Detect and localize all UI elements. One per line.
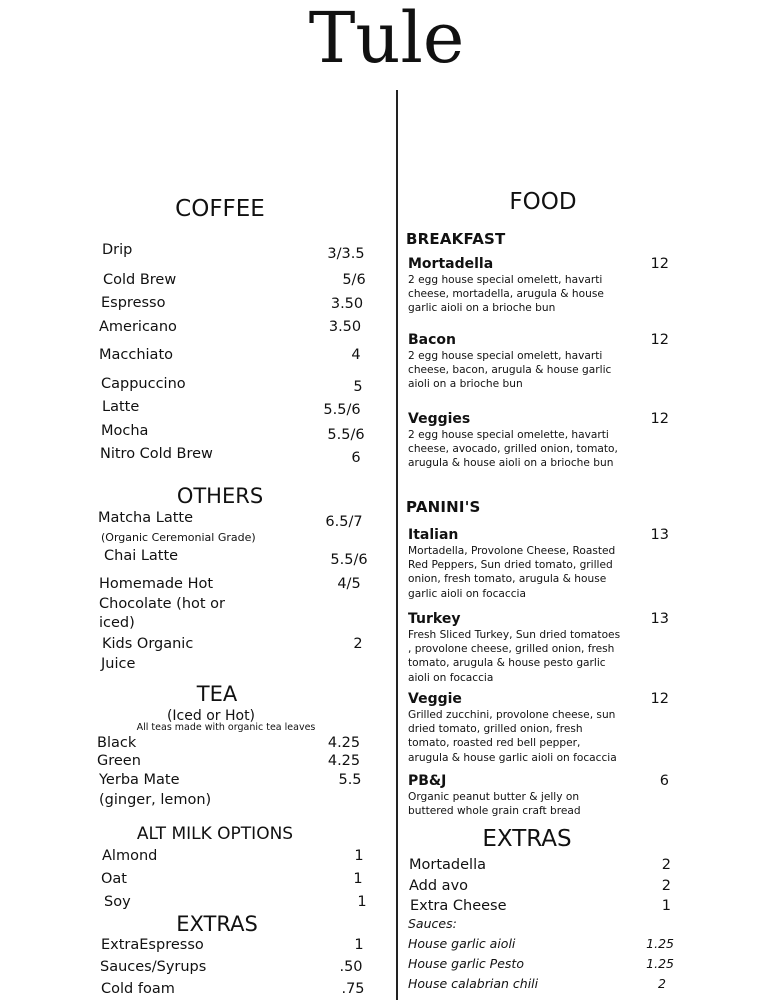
menu-item-name: Kids Organic <box>102 636 194 652</box>
menu-item-price: 4 <box>351 347 361 363</box>
menu-item-name: Espresso <box>101 295 166 311</box>
menu-item-price: .50 <box>339 959 363 975</box>
sauce-price: 1.25 <box>646 956 674 971</box>
menu-item-price: 4.25 <box>327 753 361 769</box>
menu-item-price: 2 <box>661 878 671 894</box>
sauce-price: 1.25 <box>646 936 674 951</box>
menu-item-price: 3.50 <box>330 296 364 312</box>
menu-item-name: Add avo <box>409 878 469 894</box>
menu-item-price: 3/3.5 <box>327 246 365 262</box>
food-item-name: Mortadella <box>408 256 494 272</box>
menu-item-name: Juice <box>101 656 136 672</box>
panini-heading: PANINI'S <box>406 498 481 516</box>
menu-item-name: Americano <box>99 319 177 335</box>
menu-item-price: 5/6 <box>342 272 366 288</box>
sauce-name: House calabrian chili <box>408 976 539 991</box>
food-item-price: 12 <box>650 691 669 707</box>
menu-item-price: 5.5/6 <box>327 427 365 443</box>
menu-item-name: Homemade Hot <box>99 576 214 592</box>
menu-item-price: 6.5/7 <box>325 514 363 530</box>
menu-item-name: Mortadella <box>409 857 486 873</box>
food-item-name: PB&J <box>408 773 447 789</box>
menu-item-name: Green <box>97 753 141 769</box>
others-heading: OTHERS <box>176 484 264 508</box>
menu-item-price: 1 <box>354 937 364 953</box>
menu-item-name: Drip <box>102 242 133 258</box>
menu-title: Tule <box>308 0 465 79</box>
menu-item-price: 6 <box>351 450 361 466</box>
menu-item-price: 5.5/6 <box>330 552 368 568</box>
food-item-name: Veggie <box>408 691 462 707</box>
food-item-name: Bacon <box>408 332 457 348</box>
food-item-description: 2 egg house special omelette, havarti cheese, avocado, grilled onion, tomato, arugula & house aioli on a brioche bun <box>408 429 618 470</box>
food-item-price: 13 <box>650 527 669 543</box>
menu-item-name: iced) <box>99 615 135 631</box>
food-item-description: Mortadella, Provolone Cheese, Roasted Red Peppers, Sun dried tomato, grilled onion, fresh tomato, arugula & house garlic aioli on focaccia <box>408 545 616 600</box>
menu-item-name: Almond <box>102 848 158 864</box>
menu-item-price: 3.50 <box>328 319 362 335</box>
food-item-name: Turkey <box>408 611 461 627</box>
menu-item-name: ExtraEspresso <box>101 937 204 953</box>
menu-item-price: 2 <box>353 636 363 652</box>
menu-item-name: Cold foam <box>101 981 175 997</box>
menu-item-price: 1 <box>353 871 363 887</box>
menu-item-name: Macchiato <box>99 347 174 363</box>
menu-item-price: 4.25 <box>327 735 361 751</box>
sauce-price: 2 <box>658 976 666 991</box>
sauces-label: Sauces: <box>408 916 457 931</box>
food-item-description: 2 egg house special omelett, havarti cheese, mortadella, arugula & house garlic aioli on a brioche bun <box>408 274 604 315</box>
menu-item-price: 2 <box>661 857 671 873</box>
menu-item-name: Cappuccino <box>101 376 186 392</box>
menu-item-name: Cold Brew <box>103 272 177 288</box>
menu-item-name: Oat <box>101 871 127 887</box>
menu-item-price: 5 <box>353 379 363 395</box>
menu-item-name: Mocha <box>101 423 149 439</box>
extras-heading: EXTRAS <box>482 826 572 852</box>
sauce-name: House garlic aioli <box>408 936 516 951</box>
food-heading: FOOD <box>509 189 577 215</box>
menu-item-name: Black <box>97 735 137 751</box>
menu-item-note: (Organic Ceremonial Grade) <box>101 531 256 544</box>
tea-heading: TEA <box>196 682 238 706</box>
alt-milk-heading: ALT MILK OPTIONS <box>136 824 294 844</box>
food-item-name: Veggies <box>408 411 471 427</box>
food-item-description: Grilled zucchini, provolone cheese, sun dried tomato, grilled onion, fresh tomato, roasted red bell pepper, arugula & house garlic aioli on focaccia <box>408 709 617 764</box>
sauce-name: House garlic Pesto <box>408 956 524 971</box>
menu-item-name: Sauces/Syrups <box>100 959 207 975</box>
menu-item-price: 5.5/6 <box>323 402 361 418</box>
menu-item-price: 1 <box>357 894 367 910</box>
extras-heading: EXTRAS <box>176 912 258 936</box>
menu-item-price: 1 <box>661 898 671 914</box>
menu-item-name: Chai Latte <box>104 548 179 564</box>
food-item-price: 12 <box>650 332 669 348</box>
food-item-name: Italian <box>408 527 459 543</box>
food-item-price: 6 <box>659 773 669 789</box>
tea-subheading: (Iced or Hot) <box>166 708 256 724</box>
menu-item-name: Chocolate (hot or <box>99 596 226 612</box>
menu-item-name: Nitro Cold Brew <box>100 446 213 462</box>
food-item-description: Organic peanut butter & jelly on buttered whole grain craft bread <box>408 791 581 818</box>
menu-item-price: 1 <box>354 848 364 864</box>
menu-item-name: Soy <box>104 894 131 910</box>
menu-item-name: Extra Cheese <box>410 898 507 914</box>
breakfast-heading: BREAKFAST <box>406 230 506 248</box>
menu-item-name: Yerba Mate <box>99 772 180 788</box>
tea-note: All teas made with organic tea leaves <box>136 722 316 733</box>
food-item-price: 12 <box>650 411 669 427</box>
food-item-description: 2 egg house special omelett, havarti cheese, bacon, arugula & house garlic aioli on a brioche bun <box>408 350 612 391</box>
menu-item-price: .75 <box>341 981 365 997</box>
coffee-heading: COFFEE <box>175 196 265 222</box>
food-item-description: Fresh Sliced Turkey, Sun dried tomatoes , provolone cheese, grilled onion, fresh tomato, arugula & house pesto garlic aioli on focaccia <box>408 629 621 684</box>
food-item-price: 13 <box>650 611 669 627</box>
column-divider <box>396 90 398 1000</box>
menu-item-name: (ginger, lemon) <box>99 792 212 808</box>
food-item-price: 12 <box>650 256 669 272</box>
menu-item-name: Matcha Latte <box>98 510 193 526</box>
menu-item-name: Latte <box>102 399 140 415</box>
menu-item-price: 4/5 <box>337 576 361 592</box>
menu-item-price: 5.5 <box>338 772 362 788</box>
